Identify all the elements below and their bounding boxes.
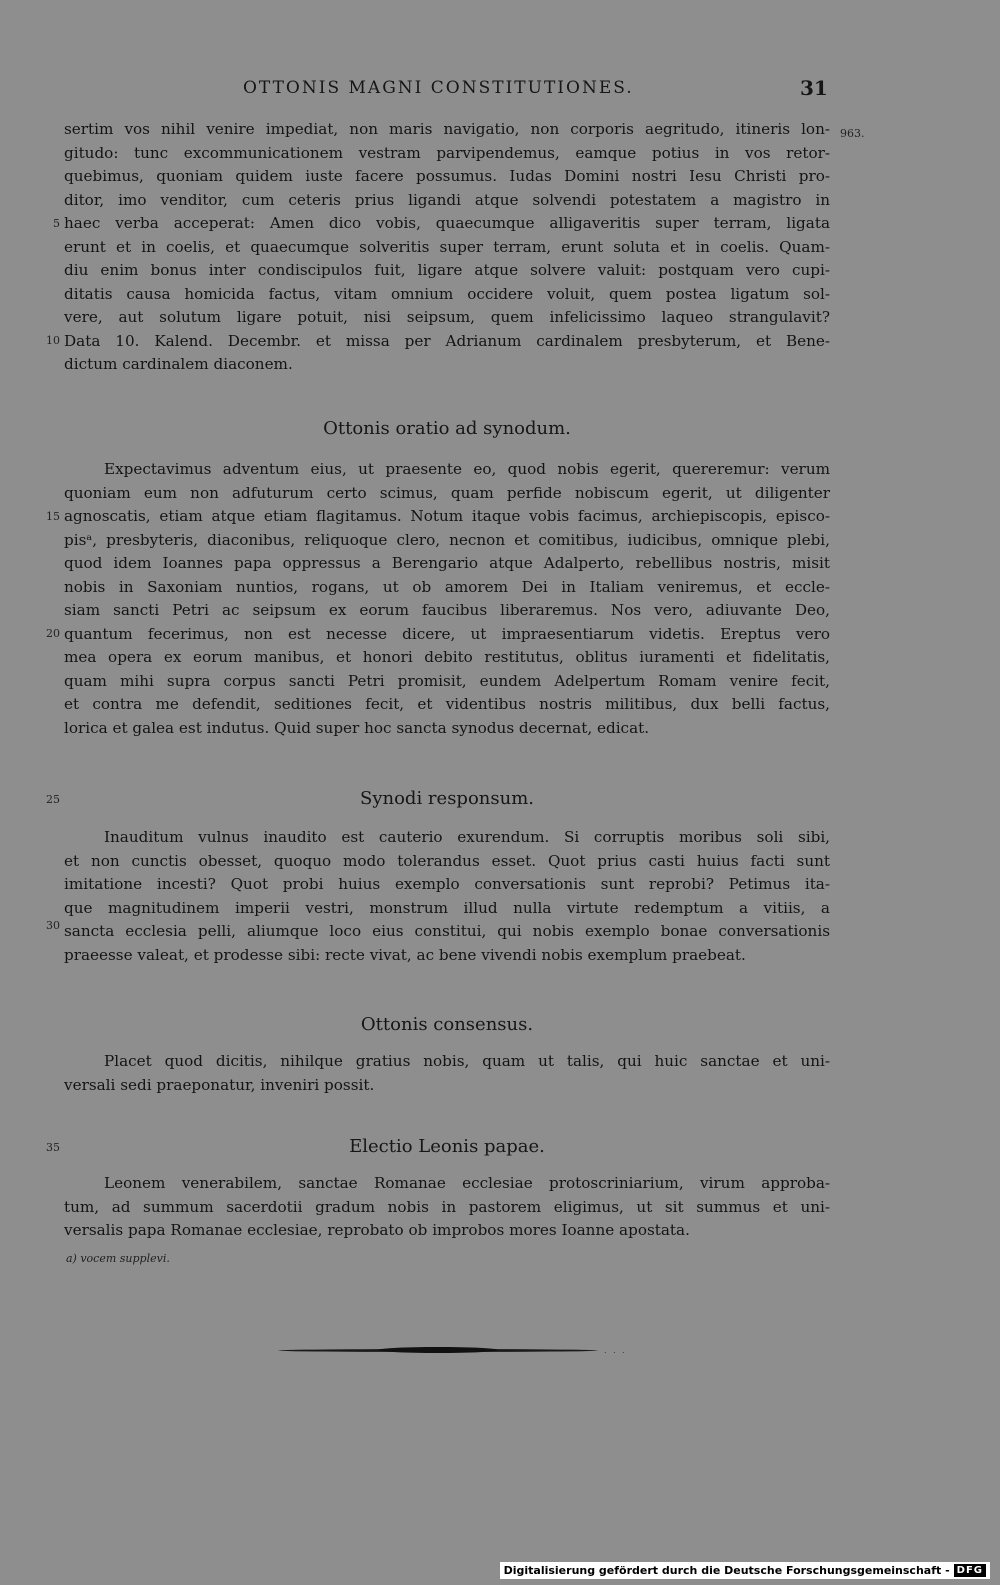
dfg-credit-text: Digitalisierung gefördert durch die Deutsche Forschungsgemeinschaft - bbox=[503, 1564, 950, 1577]
text-line: nobis in Saxoniam nuntios, rogans, ut ob amorem Dei in Italiam veniremus, et eccle- bbox=[64, 577, 830, 596]
text-line: imitatione incesti? Quot probi huius exemplo conversationis sunt reprobi? Petimus ita- bbox=[64, 875, 830, 893]
text-line: et contra me defendit, seditiones fecit, et videntibus nostris militibus, dux belli factus, bbox=[64, 695, 830, 713]
text-line: lorica et galea est indutus. Quid super hoc sancta synodus decernat, edicat. bbox=[64, 718, 650, 737]
text-line: vere, aut solutum ligare potuit, nisi seipsum, quem infelicissimo laqueo strangulavit? bbox=[64, 308, 830, 326]
electio-paragraph bbox=[64, 1172, 830, 1243]
text-line: mea opera ex eorum manibus, et honori debito restitutus, oblitus iuramenti et fidelitatis, bbox=[64, 648, 830, 666]
oratio-paragraph bbox=[64, 458, 830, 740]
text-line: pisᵃ, presbyteris, diaconibus, reliquoque clero, necnon et comitibus, iudicibus, omnique plebi, bbox=[64, 530, 830, 549]
page-number: 31 bbox=[800, 76, 828, 100]
text-line: Leonem venerabilem, sanctae Romanae ecclesiae protoscriniarium, virum approba- bbox=[104, 1174, 830, 1192]
line-number: 15 bbox=[46, 510, 60, 523]
text-line: agnoscatis, etiam atque etiam flagitamus. Notum itaque vobis facimus, archiepiscopis, episco- bbox=[64, 507, 830, 525]
line-number: 25 bbox=[46, 793, 60, 806]
section-heading: Synodi responsum. bbox=[360, 788, 534, 809]
text-line: quam mihi supra corpus sancti Petri promisit, eundem Adelpertum Romam venire fecit, bbox=[64, 671, 830, 690]
text-line: quod idem Ioannes papa oppressus a Berengario atque Adalperto, rebellibus nostris, misit bbox=[64, 554, 830, 572]
running-head: OTTONIS MAGNI CONSTITUTIONES. bbox=[243, 78, 634, 98]
section-heading: Ottonis oratio ad synodum. bbox=[323, 418, 571, 439]
end-ornament-dots: . . . bbox=[604, 1346, 627, 1355]
text-line: sancta ecclesia pelli, aliumque loco eius constitui, qui nobis exemplo bonae conversationis bbox=[64, 922, 830, 940]
text-line: gitudo: tunc excommunicationem vestram parvipendemus, eamque potius in vos retor- bbox=[64, 143, 830, 162]
text-line: Expectavimus adventum eius, ut praesente eo, quod nobis egerit, quereremur: verum bbox=[104, 460, 830, 478]
text-line: Placet quod dicitis, nihilque gratius nobis, quam ut talis, qui huic sanctae et uni- bbox=[104, 1052, 830, 1070]
text-line: siam sancti Petri ac seipsum ex eorum faucibus liberaremus. Nos vero, adiuvante Deo, bbox=[64, 601, 830, 619]
text-line: Inauditum vulnus inaudito est cauterio exurendum. Si corruptis moribus soli sibi, bbox=[104, 828, 830, 846]
line-number: 20 bbox=[46, 627, 60, 640]
page-header bbox=[0, 76, 1000, 106]
text-line: sertim vos nihil venire impediat, non maris navigatio, non corporis aegritudo, itineris lon- bbox=[64, 120, 830, 138]
text-line: praeesse valeat, et prodesse sibi: recte vivat, ac bene vivendi nobis exemplum praebeat. bbox=[64, 945, 746, 964]
text-line: dictum cardinalem diaconem. bbox=[64, 355, 293, 373]
text-line: quoniam eum non adfuturum certo scimus, quam perfide nobiscum egerit, ut diligenter bbox=[64, 483, 830, 502]
end-ornament-center bbox=[378, 1347, 498, 1353]
section-heading: Ottonis consensus. bbox=[360, 1014, 534, 1035]
line-number: 5 bbox=[53, 217, 60, 230]
letter-paragraph bbox=[64, 118, 830, 377]
text-line: haec verba acceperat: Amen dico vobis, quaecumque alligaveritis super terram, ligata bbox=[64, 214, 830, 232]
text-line: quebimus, quoniam quidem iuste facere possumus. Iudas Domini nostri Iesu Christi pro- bbox=[64, 167, 830, 185]
line-number: 35 bbox=[46, 1141, 60, 1154]
text-line: ditor, imo venditor, cum ceteris prius ligandi atque solvendi potestatem a magistro in bbox=[64, 190, 830, 209]
text-line: erunt et in coelis, et quaecumque solveritis super terram, erunt soluta et in coelis. Quam- bbox=[64, 237, 830, 256]
text-line: et non cunctis obesset, quoquo modo tolerandus esset. Quot prius casti huius facti sunt bbox=[64, 851, 830, 870]
text-line: versali sedi praeponatur, inveniri possit. bbox=[64, 1075, 375, 1094]
consensus-paragraph bbox=[64, 1050, 830, 1097]
responsum-paragraph bbox=[64, 826, 830, 967]
dfg-credit bbox=[500, 1562, 990, 1579]
text-line: ditatis causa homicida factus, vitam omnium occidere voluit, quem postea ligatum sol- bbox=[64, 284, 830, 303]
margin-year: 963. bbox=[840, 127, 865, 140]
text-line: que magnitudinem imperii vestri, monstrum illud nulla virtute redemptum a vitiis, a bbox=[64, 898, 830, 917]
section-heading: Electio Leonis papae. bbox=[349, 1136, 545, 1157]
line-number: 30 bbox=[46, 919, 60, 932]
text-line: tum, ad summum sacerdotii gradum nobis in pastorem eligimus, ut sit summus et uni- bbox=[64, 1197, 830, 1216]
dfg-logo-icon: DFG bbox=[954, 1564, 986, 1577]
text-line: Data 10. Kalend. Decembr. et missa per Adrianum cardinalem presbyterum, et Bene- bbox=[64, 331, 830, 350]
text-line: quantum fecerimus, non est necesse dicere, ut impraesentiarum videtis. Ereptus vero bbox=[64, 624, 830, 643]
text-line: versalis papa Romanae ecclesiae, reprobato ob improbos mores Ioanne apostata. bbox=[64, 1221, 690, 1239]
text-line: diu enim bonus inter condiscipulos fuit, ligare atque solvere valuit: postquam vero cupi- bbox=[64, 261, 830, 279]
line-number: 10 bbox=[46, 334, 60, 347]
footnote: a) vocem supplevi. bbox=[66, 1252, 170, 1265]
